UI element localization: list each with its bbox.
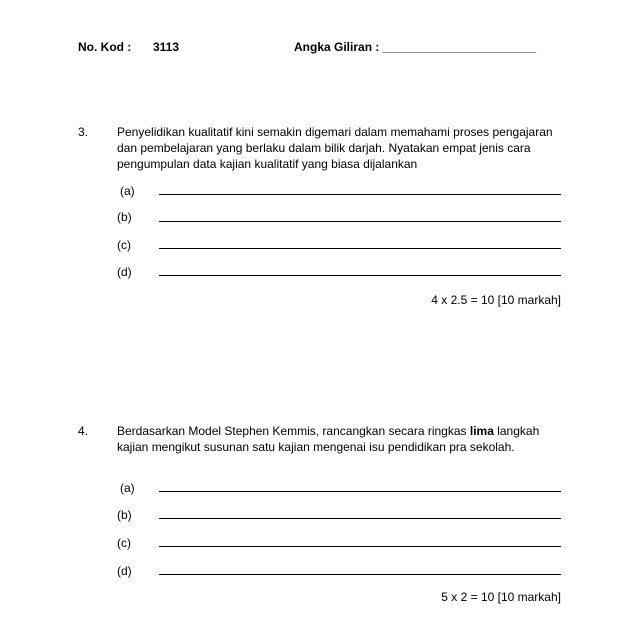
kod-value: 3113 bbox=[153, 40, 180, 54]
question-4-marks: 5 x 2 = 10 [10 markah] bbox=[441, 590, 561, 604]
angka-giliran-label: Angka Giliran : _______________________ bbox=[294, 40, 537, 54]
answer-line-3d[interactable] bbox=[159, 275, 561, 276]
question-4-option-c: (c) bbox=[117, 536, 131, 550]
question-4-text-bold: lima bbox=[469, 424, 494, 438]
question-3-text: Penyelidikan kualitatif kini semakin digemari dalam memahami proses pengajaran dan pembelajaran yang berlaku dalam bilik darjah. Nyatakan empat jenis cara pengumpulan data kajian kualitatif yang biasa dijalankan bbox=[117, 125, 553, 171]
question-3-marks: 4 x 2.5 = 10 [10 markah] bbox=[431, 293, 561, 307]
question-4-text-before: Berdasarkan Model Stephen Kemmis, rancangkan secara ringkas bbox=[117, 424, 470, 438]
answer-line-3c[interactable] bbox=[159, 248, 561, 249]
answer-line-4b[interactable] bbox=[159, 518, 561, 519]
answer-line-3b[interactable] bbox=[159, 221, 561, 222]
question-4-option-a: (a) bbox=[120, 481, 135, 495]
question-3-number: 3. bbox=[78, 125, 89, 139]
question-4-option-b: (b) bbox=[117, 508, 132, 522]
answer-line-4c[interactable] bbox=[159, 546, 561, 547]
question-3-option-d: (d) bbox=[117, 265, 132, 279]
question-4-number: 4. bbox=[78, 424, 89, 438]
question-4-text bbox=[117, 423, 557, 455]
question-4-option-d: (d) bbox=[117, 564, 132, 578]
answer-line-3a[interactable] bbox=[159, 194, 561, 195]
question-4-text-after: langkah kajian mengikut susunan satu kajian mengenai isu pendidikan pra sekolah. bbox=[117, 424, 540, 454]
question-3-option-a: (a) bbox=[120, 184, 135, 198]
answer-line-4d[interactable] bbox=[159, 574, 561, 575]
question-3-option-b: (b) bbox=[117, 210, 132, 224]
question-3-option-c: (c) bbox=[117, 238, 131, 252]
answer-line-4a[interactable] bbox=[159, 491, 561, 492]
kod-label: No. Kod : bbox=[78, 40, 132, 54]
